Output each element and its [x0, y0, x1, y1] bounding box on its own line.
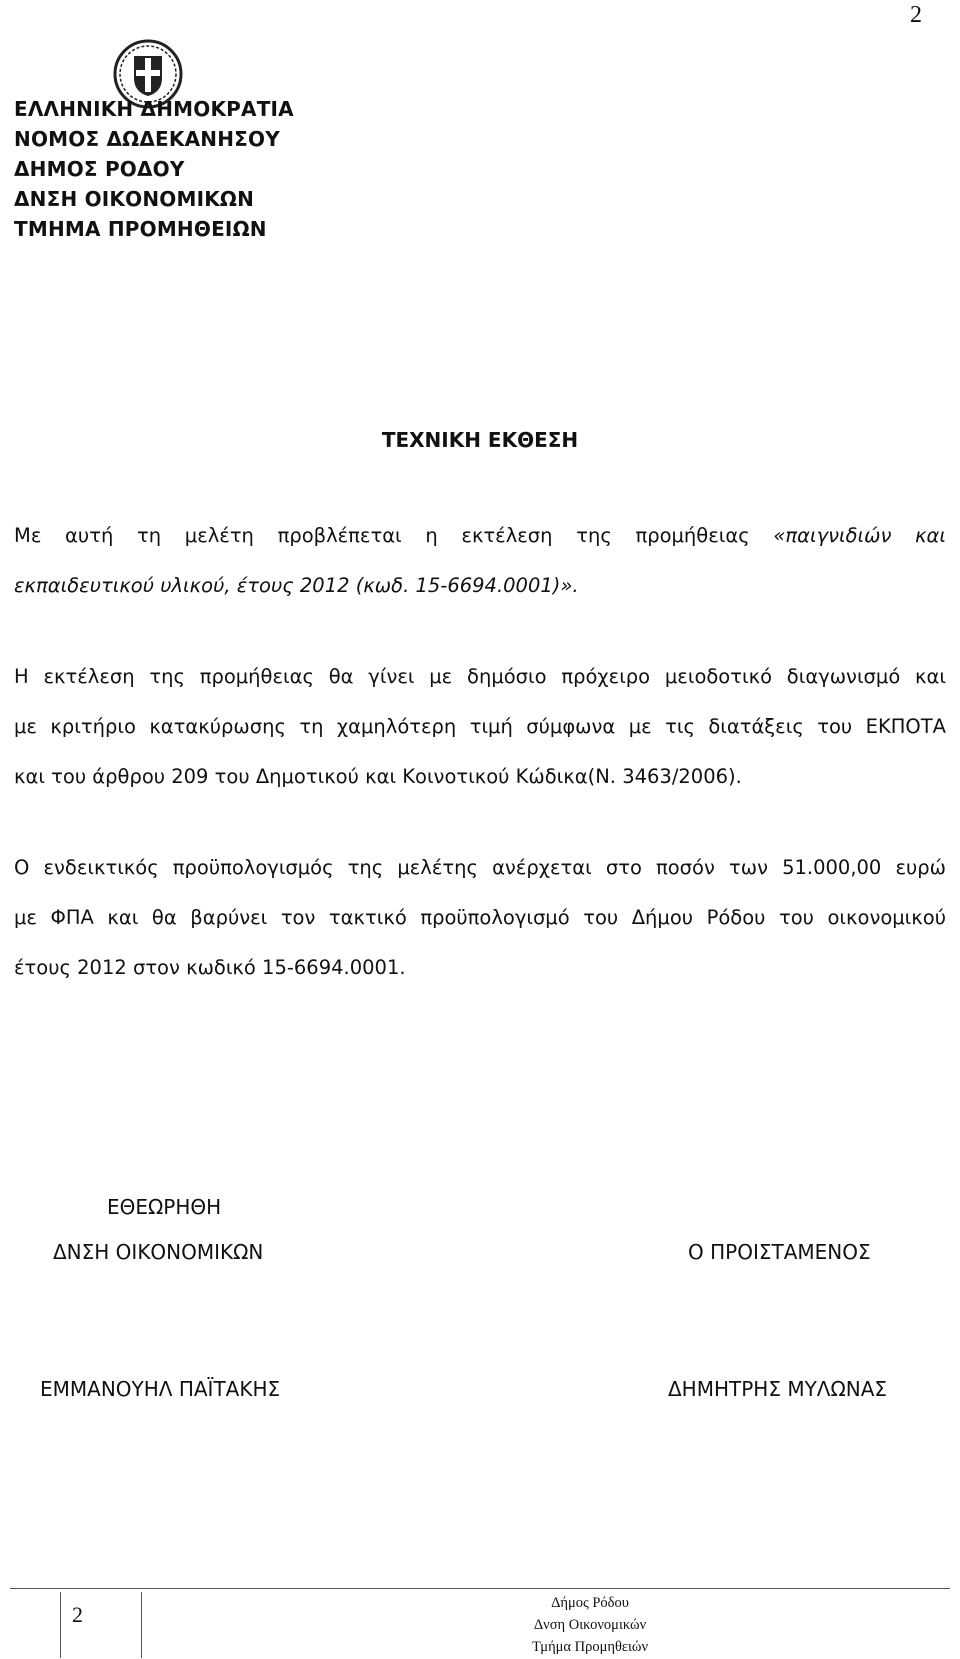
header-line-country: ΕΛΛΗΝΙΚΗ ΔΗΜΟΚΡΑΤΙΑ	[14, 97, 294, 121]
procedure-line-2: με κριτήριο κατακύρωσης τη χαμηλότερη τιμή σύμφωνα με τις διατάξεις του ΕΚΠΟΤΑ	[14, 715, 946, 738]
header-line-department: ΤΜΗΜΑ ΠΡΟΜΗΘΕΙΩΝ	[14, 217, 267, 241]
intro-italic-start: «παιγνιδιών και	[773, 524, 947, 547]
intro-text: Με αυτή τη μελέτη προβλέπεται η εκτέλεση της προμήθειας	[14, 524, 750, 547]
signature-supervisor-heading: Ο ΠΡΟΙΣΤΑΜΕΝΟΣ	[688, 1240, 871, 1264]
procedure-line-1: Η εκτέλεση της προμήθειας θα γίνει με δημόσιο πρόχειρο μειοδοτικό διαγωνισμό και	[14, 665, 946, 688]
intro-paragraph	[14, 511, 946, 611]
budget-line-3: έτους 2012 στον κωδικό 15-6694.0001.	[14, 956, 406, 979]
signature-left-name: ΕΜΜΑΝΟΥΗΛ ΠΑΪΤΑΚΗΣ	[40, 1377, 281, 1401]
header-line-prefecture: ΝΟΜΟΣ ΔΩΔΕΚΑΝΗΣΟΥ	[14, 127, 280, 151]
budget-line-1: Ο ενδεικτικός προϋπολογισμός της μελέτης ανέρχεται στο ποσόν των 51.000,00 ευρώ	[14, 856, 946, 879]
signature-approved-heading: ΕΘΕΩΡΗΘΗ	[107, 1195, 222, 1219]
footer-line-directorate: Δνση Οικονομικών	[533, 1617, 647, 1633]
intro-line-1	[14, 511, 946, 561]
header-line-municipality: ΔΗΜΟΣ ΡΟΔΟΥ	[14, 157, 185, 181]
intro-italic-end: εκπαιδευτικού υλικού, έτους 2012 (κωδ. 15-6694.0001)».	[14, 574, 579, 597]
footer-organization	[440, 1592, 740, 1658]
page-number: 2	[910, 2, 922, 28]
budget-paragraph	[14, 843, 946, 993]
signature-right-name: ΔΗΜΗΤΡΗΣ ΜΥΛΩΝΑΣ	[668, 1377, 888, 1401]
procedure-line-3: και του άρθρου 209 του Δημοτικού και Κοινοτικού Κώδικα(Ν. 3463/2006).	[14, 765, 742, 788]
footer-line-department: Τμήμα Προμηθειών	[531, 1639, 649, 1655]
footer-divider	[10, 1588, 950, 1589]
procedure-paragraph	[14, 652, 946, 802]
budget-line-2: με ΦΠΑ και θα βαρύνει τον τακτικό προϋπολογισμό του Δήμου Ρόδου του οικονομικού	[14, 906, 946, 929]
signature-directorate-heading: ΔΝΣΗ ΟΙΚΟΝΟΜΙΚΩΝ	[53, 1240, 264, 1264]
footer-line-municipality: Δήμος Ρόδου	[551, 1595, 629, 1611]
footer-page-number: 2	[72, 1602, 83, 1627]
header-line-directorate: ΔΝΣΗ ΟΙΚΟΝΟΜΙΚΩΝ	[14, 187, 255, 211]
document-title: ΤΕΧΝΙΚΗ ΕΚΘΕΣΗ	[381, 428, 579, 452]
